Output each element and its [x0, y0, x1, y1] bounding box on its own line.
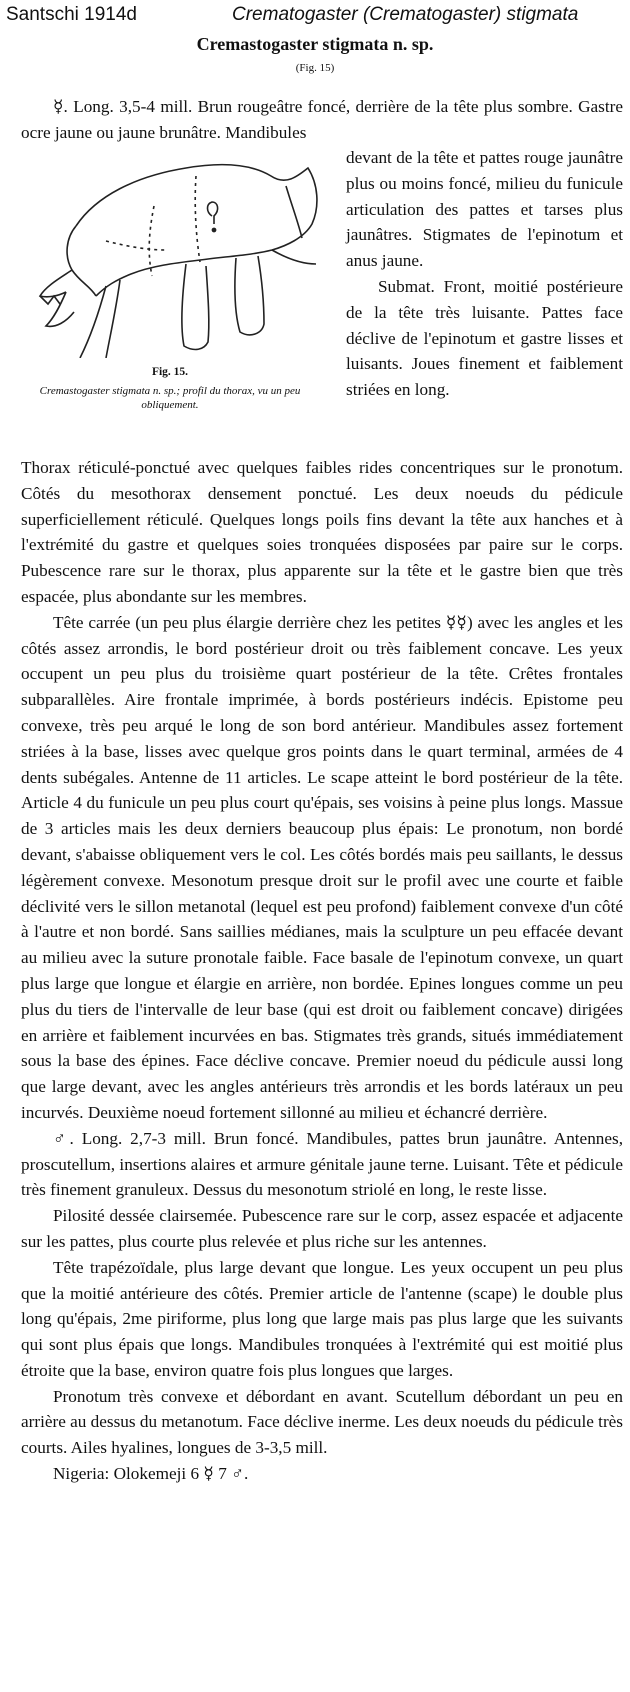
species-title: Cremastogaster stigmata n. sp. — [196, 34, 434, 54]
paragraph-male-thorax: Pronotum très convexe et débordant en avant. Scutellum débordant un peu en arrière au dessus du metanotum. Face déclive inerme. Les deux noeuds du pédicule très courts. Ailes hyalines, longues de 3-3,5 mill. — [21, 1386, 623, 1458]
citation-header: Santschi 1914d — [6, 4, 137, 25]
paragraph-2-wrap: Submat. Front, moitié postérieure de la tête très luisante. Pattes face déclive de l'epinotum et gastre lisses et luisants. Joues finement et faiblement striées en long. — [346, 276, 623, 400]
figure-reference: (Fig. 15) — [295, 62, 335, 74]
paragraph-2-rest: Thorax réticulé-ponctué avec quelques faibles rides concentriques sur le pronotum. Côtés du mesothorax densement ponctué. Les deux noeuds du pédicule superficiellement réticulé. Quelques longs poils fins devant la tête aux hanches et à l'extrémité du gastre et quelques soies tronquées disposées par paire sur le corps. Pubescence rare sur le thorax, plus apparente sur la tête et le gastre bien que très espacée, plus abondante sur les membres. — [21, 458, 623, 606]
paragraph-male-intro: ♂. Long. 2,7-3 mill. Brun foncé. Mandibules, pattes brun jaunâtre. Antennes, proscutellum, insertions alaires et armure génitale jaune terne. Luisant. Tête et pédicule très finement granuleux. Dessus du mesonotum striolé en long, le reste lisse. — [21, 1128, 623, 1200]
paragraph-worker-intro — [21, 94, 623, 146]
thorax-profile-illustration — [36, 146, 332, 358]
paragraph-worker-head: Tête carrée (un peu plus élargie derrière chez les petites ☿☿) avec les angles et les côtés assez arrondis, le bord postérieur droit ou très faiblement concave. Les yeux occupent un peu plus du troisième quart postérieur de la tête. Crêtes frontales subparallèles. Aire frontale imprimée, à bords postérieurs indécis. Epistome peu convexe, très peu arqué le long de son bord antérieur. Mandibules assez fortement striées à la base, lisses avec quelque gros points dans le quart terminal, armées de 4 dents subégales. Antenne de 11 articles. Le scape atteint le bord postérieur de la tête. Article 4 du funicule un peu plus court qu'épais, ses voisins à peine plus longs. Massue de 3 articles mais les deux derniers beaucoup plus épais: Le pronotum, non bordé devant, s'abaisse obliquement vers le col. Les côtés bordés mais peu saillants, le dessus légèrement convexe. Mesonotum presque droit sur le profil avec une courte et faible déclivité vers le sillon metanotal (lequel est peu profond) faiblement convexe d'un côté à l'autre et non bordé. Sans saillies médianes, mais la sculpture un peu effacée devant au milieu avec la suture pronotale faible. Face basale de l'epinotum convexe, un quart plus large que longue et élargie en arrière, non bordée. Epines longues comme un peu plus du tiers de l'intervalle de leur base (qui est droit ou faiblement concave) dirigées en arrière et faiblement incurvées en bas. Stigmates très grands, situés immédiatement sous la base des épines. Face déclive concave. Premier noeud du pédicule aussi long que large devant, avec les angles antérieurs très arrondis et les bords latéraux un peu incurvés. Deuxième noeud fortement sillonné au milieu et échancré derrière. — [21, 612, 623, 1122]
figure-label: Fig. 15. — [151, 366, 189, 378]
main-text-body — [21, 455, 623, 1487]
paragraph-1-wrap: devant de la tête et pattes rouge jaunâtre plus ou moins foncé, milieu du funicule articulation des pattes et tarses plus jaunâtres. Stigmates de l'epinotum et anus jaune. — [346, 148, 623, 271]
taxon-header: Crematogaster (Crematogaster) stigmata — [232, 4, 579, 25]
paragraph-1-top: ☿. Long. 3,5-4 mill. Brun rougeâtre foncé, derrière de la tête plus sombre. Gastre ocre jaune ou jaune brunâtre. Mandibules — [21, 97, 623, 142]
paragraph-male-head: Tête trapézoïdale, plus large devant que longue. Les yeux occupent un peu plus que la moitié antérieure des côtés. Premier article de l'antenne (scape) le double plus long qu'épais, 2me piriforme, plus long que large mais pas plus large que les suivants qui sont plus épais que longs. Mandibules tronquées à l'extrémité qui est moitié plus étroite que la base, environ quatre fois plus longues que larges. — [21, 1257, 623, 1380]
paragraph-male-pilosity: Pilosité dessée clairsemée. Pubescence rare sur le corp, assez espacée et adjacente sur les pattes, plus courte plus relevée et plus riche sur les antennes. — [21, 1206, 623, 1251]
wrapped-text-column — [346, 145, 623, 403]
paragraph-locality: Nigeria: Olokemeji 6 ☿ 7 ♂. — [53, 1464, 249, 1484]
figure-caption: Cremastogaster stigmata n. sp.; profil du thorax, vu un peu obliquement. — [39, 385, 301, 411]
